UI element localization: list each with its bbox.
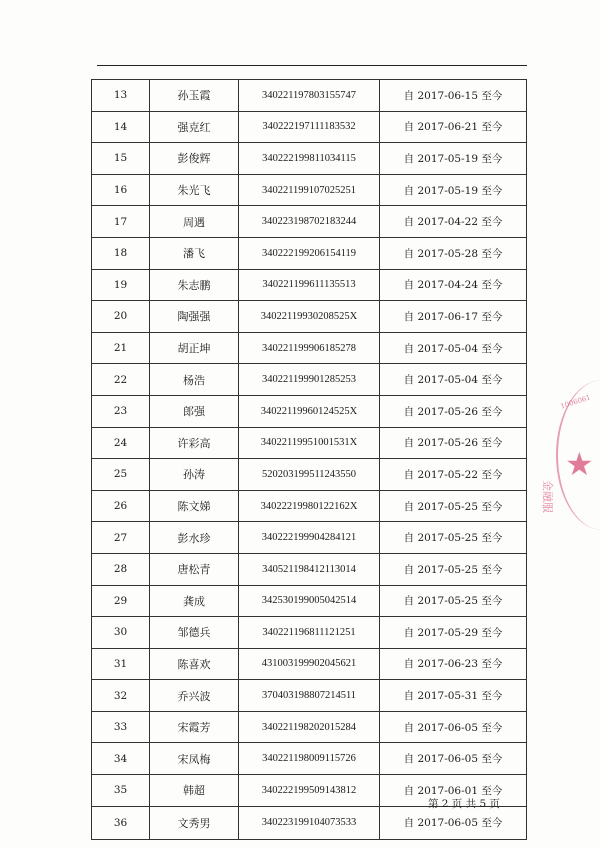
row-number: 13 bbox=[92, 80, 150, 112]
employee-table-body bbox=[92, 80, 527, 840]
row-number: 18 bbox=[92, 237, 150, 269]
employee-name: 陶强强 bbox=[150, 301, 239, 333]
id-number: 34022119951001531X bbox=[239, 427, 380, 459]
id-number: 340222197111183532 bbox=[239, 111, 380, 143]
employee-name: 孙玉霞 bbox=[150, 80, 239, 112]
employment-period: 自 2017-05-28 至今 bbox=[380, 237, 527, 269]
employment-period: 自 2017-06-23 至今 bbox=[380, 648, 527, 680]
table-row bbox=[92, 553, 527, 585]
employee-name: 唐松青 bbox=[150, 553, 239, 585]
employment-period: 自 2017-05-22 至今 bbox=[380, 459, 527, 491]
employee-name: 宋凤梅 bbox=[150, 743, 239, 775]
employment-period: 自 2017-05-25 至今 bbox=[380, 585, 527, 617]
employee-name: 宋霞芳 bbox=[150, 711, 239, 743]
employment-period: 自 2017-05-25 至今 bbox=[380, 490, 527, 522]
table-row bbox=[92, 174, 527, 206]
employee-name: 胡正坤 bbox=[150, 332, 239, 364]
page-footer bbox=[0, 796, 600, 811]
employment-period: 自 2017-04-22 至今 bbox=[380, 206, 527, 238]
employment-period: 自 2017-06-17 至今 bbox=[380, 301, 527, 333]
id-number: 340221199906185278 bbox=[239, 332, 380, 364]
id-number: 340521198412113014 bbox=[239, 553, 380, 585]
table-row bbox=[92, 269, 527, 301]
table-row bbox=[92, 237, 527, 269]
id-number: 34022119960124525X bbox=[239, 395, 380, 427]
table-row bbox=[92, 427, 527, 459]
row-number: 22 bbox=[92, 364, 150, 396]
employee-name: 邹德兵 bbox=[150, 617, 239, 649]
employee-name: 周遇 bbox=[150, 206, 239, 238]
employment-period: 自 2017-06-01 至今 bbox=[380, 775, 527, 807]
id-number: 340221199611135513 bbox=[239, 269, 380, 301]
employee-name: 朱志鹏 bbox=[150, 269, 239, 301]
row-number: 23 bbox=[92, 395, 150, 427]
employment-period: 自 2017-06-21 至今 bbox=[380, 111, 527, 143]
employment-period: 自 2017-05-26 至今 bbox=[380, 395, 527, 427]
table-row bbox=[92, 617, 527, 649]
table-row bbox=[92, 364, 527, 396]
row-number: 30 bbox=[92, 617, 150, 649]
id-number: 340221199901285253 bbox=[239, 364, 380, 396]
row-number: 26 bbox=[92, 490, 150, 522]
employment-period: 自 2017-06-05 至今 bbox=[380, 711, 527, 743]
employee-name: 郎强 bbox=[150, 395, 239, 427]
table-row bbox=[92, 806, 527, 839]
id-number: 340222199811034115 bbox=[239, 143, 380, 175]
employment-period: 自 2017-05-19 至今 bbox=[380, 143, 527, 175]
table-row bbox=[92, 711, 527, 743]
row-number: 32 bbox=[92, 680, 150, 712]
employment-period: 自 2017-05-25 至今 bbox=[380, 522, 527, 554]
employee-name: 文秀男 bbox=[150, 806, 239, 839]
employment-period: 自 2017-06-05 至今 bbox=[380, 806, 527, 839]
table-row bbox=[92, 680, 527, 712]
id-number: 340221198009115726 bbox=[239, 743, 380, 775]
row-number: 29 bbox=[92, 585, 150, 617]
seal-stamp-text: 金融服 bbox=[541, 480, 554, 513]
page-number: 第 2 页 共 5 页 bbox=[427, 798, 500, 810]
row-number: 21 bbox=[92, 332, 150, 364]
table-row bbox=[92, 522, 527, 554]
employment-period: 自 2017-05-04 至今 bbox=[380, 332, 527, 364]
id-number: 340223199104073533 bbox=[239, 806, 380, 839]
id-number: 34022219980122162X bbox=[239, 490, 380, 522]
employee-name: 许彩高 bbox=[150, 427, 239, 459]
employment-period: 自 2017-05-31 至今 bbox=[380, 680, 527, 712]
id-number: 340222199509143812 bbox=[239, 775, 380, 807]
id-number: 340221196811121251 bbox=[239, 617, 380, 649]
id-number: 370403198807214511 bbox=[239, 680, 380, 712]
employee-table bbox=[91, 79, 527, 840]
seal-star-icon: ★ bbox=[565, 445, 594, 483]
id-number: 34022119930208525X bbox=[239, 301, 380, 333]
table-row bbox=[92, 143, 527, 175]
id-number: 340221198202015284 bbox=[239, 711, 380, 743]
employee-name: 杨浩 bbox=[150, 364, 239, 396]
row-number: 16 bbox=[92, 174, 150, 206]
row-number: 20 bbox=[92, 301, 150, 333]
table-row bbox=[92, 80, 527, 112]
employment-period: 自 2017-05-26 至今 bbox=[380, 427, 527, 459]
employee-name: 潘飞 bbox=[150, 237, 239, 269]
row-number: 33 bbox=[92, 711, 150, 743]
employment-period: 自 2017-06-15 至今 bbox=[380, 80, 527, 112]
id-number: 340222199904284121 bbox=[239, 522, 380, 554]
employee-name: 彭水珍 bbox=[150, 522, 239, 554]
row-number: 14 bbox=[92, 111, 150, 143]
row-number: 19 bbox=[92, 269, 150, 301]
employment-period: 自 2017-05-29 至今 bbox=[380, 617, 527, 649]
employee-name: 彭俊辉 bbox=[150, 143, 239, 175]
employee-name: 孙涛 bbox=[150, 459, 239, 491]
table-row bbox=[92, 490, 527, 522]
employee-name: 龚成 bbox=[150, 585, 239, 617]
seal-stamp-code: 1006061 bbox=[559, 393, 592, 411]
table-row bbox=[92, 332, 527, 364]
row-number: 34 bbox=[92, 743, 150, 775]
employee-name: 陈文娣 bbox=[150, 490, 239, 522]
id-number: 342530199005042514 bbox=[239, 585, 380, 617]
id-number: 340222199206154119 bbox=[239, 237, 380, 269]
employment-period: 自 2017-05-19 至今 bbox=[380, 174, 527, 206]
row-number: 36 bbox=[92, 806, 150, 839]
row-number: 27 bbox=[92, 522, 150, 554]
employment-period: 自 2017-06-05 至今 bbox=[380, 743, 527, 775]
table-row bbox=[92, 301, 527, 333]
id-number: 340223198702183244 bbox=[239, 206, 380, 238]
table-row bbox=[92, 585, 527, 617]
table-row bbox=[92, 111, 527, 143]
row-number: 15 bbox=[92, 143, 150, 175]
employee-name: 乔兴波 bbox=[150, 680, 239, 712]
row-number: 24 bbox=[92, 427, 150, 459]
table-row bbox=[92, 206, 527, 238]
id-number: 340221199107025251 bbox=[239, 174, 380, 206]
employee-name: 强克红 bbox=[150, 111, 239, 143]
row-number: 31 bbox=[92, 648, 150, 680]
table-row bbox=[92, 395, 527, 427]
employment-period: 自 2017-05-04 至今 bbox=[380, 364, 527, 396]
id-number: 340221197803155747 bbox=[239, 80, 380, 112]
id-number: 520203199511243550 bbox=[239, 459, 380, 491]
row-number: 35 bbox=[92, 775, 150, 807]
employee-name: 陈喜欢 bbox=[150, 648, 239, 680]
id-number: 431003199902045621 bbox=[239, 648, 380, 680]
row-number: 17 bbox=[92, 206, 150, 238]
employee-name: 朱光飞 bbox=[150, 174, 239, 206]
employee-name: 韩超 bbox=[150, 775, 239, 807]
top-rule bbox=[97, 65, 527, 66]
row-number: 25 bbox=[92, 459, 150, 491]
table-row bbox=[92, 743, 527, 775]
table-row bbox=[92, 459, 527, 491]
row-number: 28 bbox=[92, 553, 150, 585]
employment-period: 自 2017-04-24 至今 bbox=[380, 269, 527, 301]
employment-period: 自 2017-05-25 至今 bbox=[380, 553, 527, 585]
table-row bbox=[92, 648, 527, 680]
